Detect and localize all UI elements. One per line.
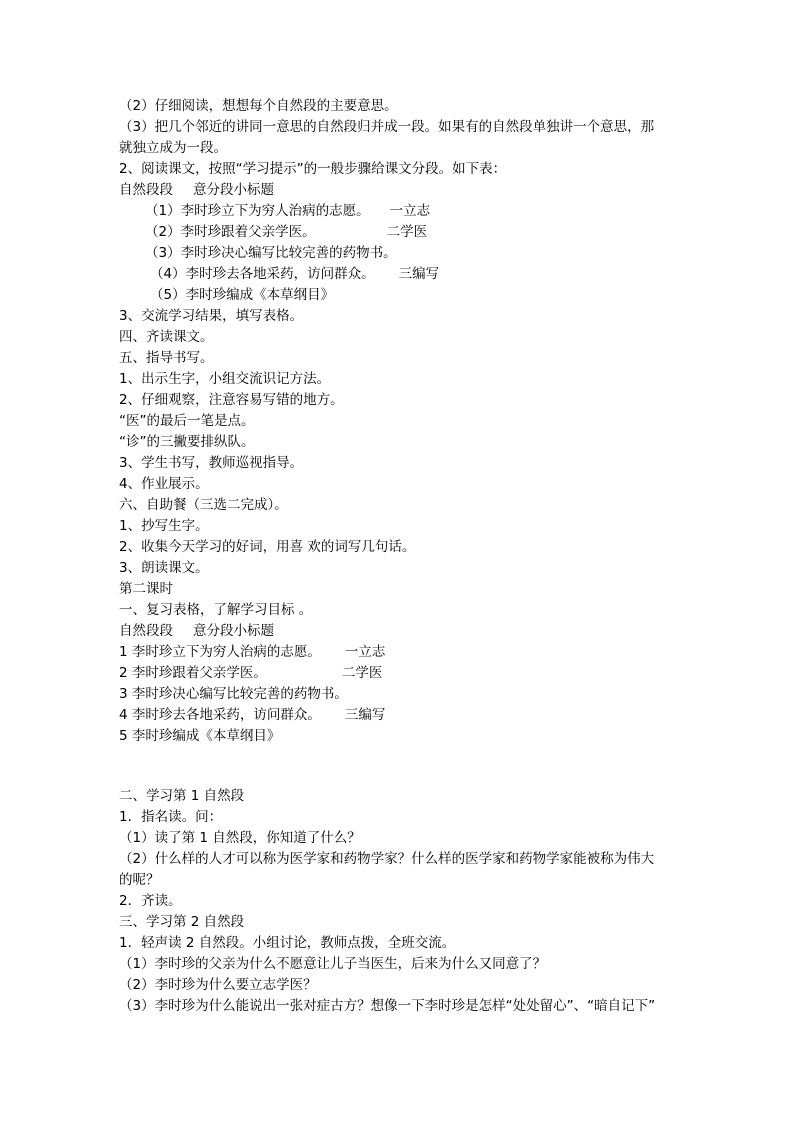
text-line: （2）什么样的人才可以称为医学家和药物学家？什么样的医学家和药物学家能被称为伟大 <box>119 851 655 867</box>
text-line: 就独立成为一段。 <box>119 140 227 156</box>
table2-row-title: 三编写 <box>344 707 386 723</box>
text-line: 1．指名读。问： <box>119 809 223 825</box>
text-line: （1）李时珍的父亲为什么不愿意让儿子当医生，后来为什么又同意了？ <box>119 956 547 972</box>
section-title: 第二课时 <box>119 581 173 597</box>
table1-row-text: （3）李时珍决心编写比较完善的药物书。 <box>145 245 397 261</box>
table1-row <box>150 285 334 305</box>
table1-header-col1: 自然段段 <box>119 182 173 198</box>
text-line: （3）把几个邻近的讲同一意思的自然段归并成一段。如果有的自然段单独讲一个意思，那 <box>119 119 655 135</box>
table1-header <box>119 180 274 200</box>
text-line: （2）李时珍为什么要立志学医？ <box>119 977 317 993</box>
text-line: 3、交流学习结果，填写表格。 <box>119 308 304 324</box>
table2-header <box>119 621 274 641</box>
text-line: 4、作业展示。 <box>119 476 209 492</box>
section-heading: 二、学习第 1 自然段 <box>119 788 245 804</box>
table1-row <box>145 201 430 221</box>
text-line: 一、复习表格，了解学习目标 。 <box>119 602 313 618</box>
table1-row-text: （4）李时珍去各地采药，访问群众。 <box>150 266 375 282</box>
text-line: 2、阅读课文，按照“学习提示”的一般步骤给课文分段。如下表： <box>119 161 507 177</box>
table2-row-text: 2 李时珍跟着父亲学医。 <box>119 665 267 681</box>
table1-row-text: （1）李时珍立下为穷人治病的志愿。 <box>145 203 370 219</box>
table1-row-text: （2）李时珍跟着父亲学医。 <box>145 224 316 240</box>
text-line: 1．轻声读 2 自然段。小组讨论，教师点拨，全班交流。 <box>119 935 456 951</box>
table2-row <box>119 642 385 662</box>
text-line: 2．齐读。 <box>119 893 182 909</box>
table1-header-col2: 意分段小标题 <box>193 182 274 198</box>
text-line: “诊”的三撇要排纵队。 <box>119 434 255 450</box>
text-line: 2、收集今天学习的好词，用喜 欢的词写几句话。 <box>119 539 416 555</box>
text-line: 3、朗读课文。 <box>119 560 209 576</box>
table2-row-text: 5 李时珍编成《本草纲目》 <box>119 728 281 744</box>
text-line: 1、出示生字，小组交流识记方法。 <box>119 371 331 387</box>
text-line: 五、指导书写。 <box>119 350 214 366</box>
text-line: 的呢？ <box>119 872 160 888</box>
table2-row-title: 二学医 <box>341 665 383 681</box>
table2-header-col2: 意分段小标题 <box>193 623 274 639</box>
text-line: 2、仔细观察，注意容易写错的地方。 <box>119 392 344 408</box>
text-line: 1、抄写生字。 <box>119 518 209 534</box>
text-line: 四、齐读课文。 <box>119 329 214 345</box>
text-line: （3）李时珍为什么能说出一张对症古方？想像一下李时珍是怎样“处处留心”、“暗自记下” <box>119 998 656 1014</box>
table1-row <box>145 222 427 242</box>
table2-header-col1: 自然段段 <box>119 623 173 639</box>
section-heading: 三、学习第 2 自然段 <box>119 914 245 930</box>
text-line: 3、学生书写，教师巡视指导。 <box>119 455 304 471</box>
table2-row <box>119 663 382 683</box>
table1-row-title: 三编写 <box>398 266 440 282</box>
text-line: “医”的最后一笔是点。 <box>119 413 255 429</box>
table2-row <box>119 726 280 746</box>
text-line: （2）仔细阅读，想想每个自然段的主要意思。 <box>119 98 398 114</box>
table2-row-text: 1 李时珍立下为穷人治病的志愿。 <box>119 644 321 660</box>
table1-row-title: 二学医 <box>386 224 428 240</box>
table2-row-text: 3 李时珍决心编写比较完善的药物书。 <box>119 686 348 702</box>
table1-row <box>150 264 439 284</box>
table2-row <box>119 705 385 725</box>
table2-row <box>119 684 348 704</box>
text-line: 六、自助餐（三选二完成）。 <box>119 497 288 513</box>
text-line: （1）读了第 1 自然段，你知道了什么？ <box>119 830 361 846</box>
table2-row-title: 一立志 <box>344 644 386 660</box>
table2-row-text: 4 李时珍去各地采药，访问群众。 <box>119 707 321 723</box>
table1-row-text: （5）李时珍编成《本草纲目》 <box>150 287 335 303</box>
table1-row <box>145 243 397 263</box>
table1-row-title: 一立志 <box>389 203 431 219</box>
